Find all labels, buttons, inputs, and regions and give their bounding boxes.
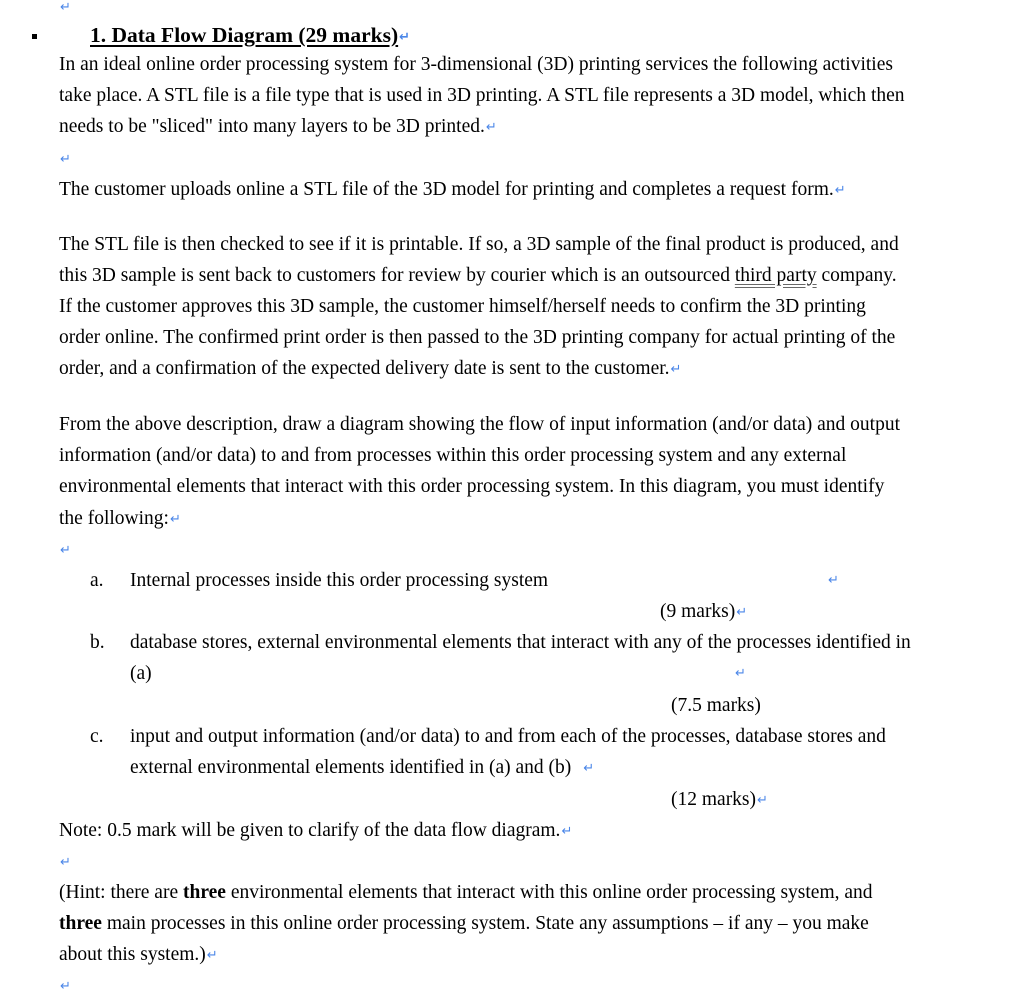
- paragraph-mark-icon: ↵: [60, 979, 71, 994]
- task-line-4: the following:↵: [59, 508, 181, 529]
- item-a-text: Internal processes inside this order processing system: [130, 570, 549, 591]
- item-b-marks: (7.5 marks): [671, 695, 761, 716]
- paragraph-mark-icon: ↵: [735, 666, 746, 681]
- process-line-4: order online. The confirmed print order is then passed to the 3D printing company for actual printing of the: [59, 327, 896, 348]
- paragraph-upload: The customer uploads online a STL file of the 3D model for printing and completes a request form.↵: [59, 179, 846, 200]
- item-b-text-line-2: (a): [130, 663, 152, 684]
- hint-line-3: about this system.)↵: [59, 944, 218, 965]
- paragraph-mark-icon: ↵: [670, 362, 682, 377]
- item-b-text-line-1: database stores, external environmental elements that interact with any of the processes identified in: [130, 632, 911, 653]
- paragraph-mark-icon: ↵: [60, 152, 71, 167]
- paragraph-mark-icon: ↵: [60, 0, 71, 15]
- item-c-letter: c.: [90, 726, 104, 747]
- item-c-text-line-1: input and output information (and/or data) to and from each of the processes, database stores and: [130, 726, 886, 747]
- task-line-2: information (and/or data) to and from processes within this order processing system and any external: [59, 445, 847, 466]
- item-c-text-line-2: external environmental elements identified in (a) and (b) ↵: [130, 757, 595, 778]
- paragraph-mark-icon: ↵: [757, 793, 768, 808]
- bullet-icon: [32, 34, 37, 39]
- paragraph-mark-icon: ↵: [561, 824, 573, 839]
- paragraph-mark-icon: ↵: [206, 948, 218, 963]
- page-title: 1. Data Flow Diagram (29 marks)↵: [90, 23, 411, 47]
- process-line-3: If the customer approves this 3D sample, the customer himself/herself needs to confirm the 3D printing: [59, 296, 866, 317]
- paragraph-mark-icon: ↵: [169, 512, 181, 527]
- process-line-1: The STL file is then checked to see if it is printable. If so, a 3D sample of the final product is produced, and: [59, 234, 899, 255]
- paragraph-mark-icon: ↵: [60, 855, 71, 870]
- task-line-1: From the above description, draw a diagram showing the flow of input information (and/or data) and output: [59, 414, 901, 435]
- intro-line-3: needs to be "sliced" into many layers to be 3D printed.↵: [59, 116, 497, 137]
- paragraph-mark-icon: ↵: [828, 573, 839, 588]
- process-line-2: this 3D sample is sent back to customers for review by courier which is an outsourced third party company.: [59, 265, 897, 286]
- item-a-marks: (9 marks)↵: [660, 601, 748, 622]
- item-c-marks: (12 marks)↵: [671, 789, 768, 810]
- intro-line-1: In an ideal online order processing system for 3-dimensional (3D) printing services the following activities: [59, 54, 893, 75]
- paragraph-mark-icon: ↵: [60, 543, 71, 558]
- third-party-underlined-text: third party: [734, 265, 817, 286]
- item-a-letter: a.: [90, 570, 104, 591]
- paragraph-mark-icon: ↵: [583, 761, 595, 776]
- task-line-3: environmental elements that interact with this order processing system. In this diagram, you must identify: [59, 476, 885, 497]
- paragraph-mark-icon: ↵: [399, 30, 411, 45]
- item-b-letter: b.: [90, 632, 105, 653]
- process-line-5: order, and a confirmation of the expected delivery date is sent to the customer.↵: [59, 358, 682, 379]
- note-text: Note: 0.5 mark will be given to clarify of the data flow diagram.↵: [59, 820, 573, 841]
- intro-line-2: take place. A STL file is a file type that is used in 3D printing. A STL file represents a 3D model, which then: [59, 85, 905, 106]
- hint-line-2: three main processes in this online order processing system. State any assumptions – if any – you make: [59, 913, 869, 934]
- paragraph-mark-icon: ↵: [485, 120, 497, 135]
- paragraph-mark-icon: ↵: [736, 605, 748, 620]
- hint-line-1: (Hint: there are three environmental elements that interact with this online order processing system, and: [59, 882, 873, 903]
- paragraph-mark-icon: ↵: [834, 183, 846, 198]
